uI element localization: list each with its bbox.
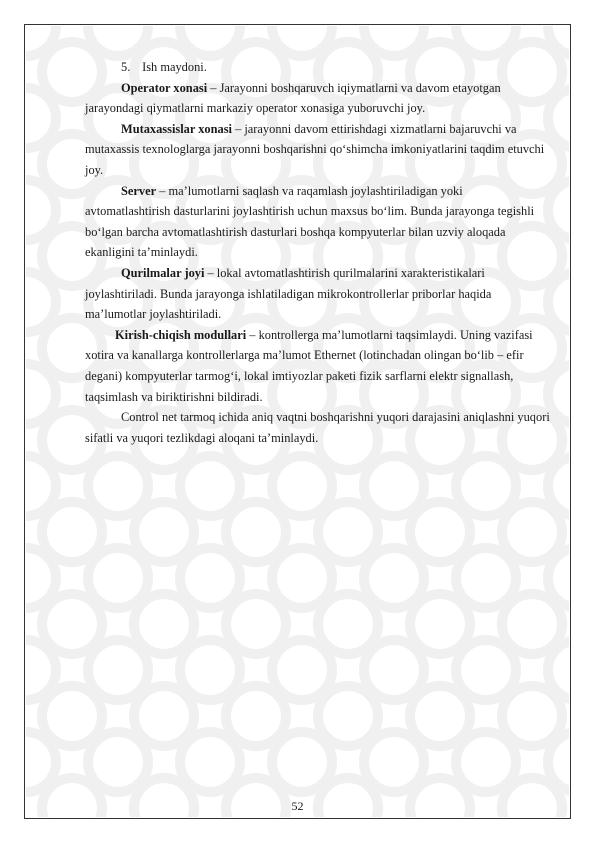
term-qurilmalar-joyi: Qurilmalar joyi	[121, 265, 205, 280]
definition-mutaxassislar-xonasi: – jarayonni davom ettirishdagi xizmatlarni bajaruvchi va mutaxassis texnologlarga jarayonni boshqarishni qo‘shimcha imkoniyatlarini taqdim etuvchi joy.	[85, 121, 545, 177]
definition-server: – ma’lumotlarni saqlash va raqamlash joylashtiriladigan yoki avtomatlashtirish dasturlarini joylashtirish uchun maxsus bo‘lim. Bunda jarayonga tegishli bo‘lgan barcha avtomatlashtirish dasturlari boshqa kompyuterlar bilan uzviy aloqada ekanligini ta’minlaydi.	[85, 183, 535, 260]
paragraph-kirish-chiqish-modullari	[85, 325, 551, 407]
paragraph-operator-xonasi	[85, 78, 551, 119]
term-kirish-chiqish-modullari: Kirish-chiqish modullari	[115, 327, 247, 342]
term-server: Server	[121, 183, 157, 198]
page-number: 52	[291, 799, 304, 813]
document-body	[85, 57, 551, 448]
paragraph-qurilmalar-joyi	[85, 263, 551, 325]
list-item	[85, 57, 551, 78]
definition-qurilmalar-joyi: – lokal avtomatlashtirish qurilmalarini xarakteristikalari joylashtiriladi. Bunda jarayonga ishlatiladigan mikrokontrollerlar priborlar haqida ma’lumotlar joylashtiriladi.	[85, 265, 492, 322]
term-operator-xonasi: Operator xonasi	[121, 80, 208, 95]
list-item-text: Ish maydoni.	[142, 60, 207, 74]
definition-operator-xonasi: – Jarayonni boshqaruvch iqiymatlarni va davom etayotgan jarayondagi qiymatlarni markaziy operator xonasiga yuboruvchi joy.	[85, 80, 501, 116]
definition-kirish-chiqish-modullari: – kontrollerga ma’lumotlarni taqsimlaydi. Uning vazifasi xotira va kanallarga kontrollerlarga ma’lumot Ethernet (lotinchadan olingan bo‘lib – efir degani) kompyuterlar tarmog‘i, lokal imtiyozlar paketi fizik sarflarni elektr signallash, taqsimlash va biriktirishni bildiradi.	[85, 327, 533, 404]
paragraph-server	[85, 181, 551, 263]
term-mutaxassislar-xonasi: Mutaxassislar xonasi	[121, 121, 232, 136]
paragraph-control-net	[85, 407, 551, 448]
list-item-number: 5.	[121, 60, 131, 74]
paragraph-control-net-text: Control net tarmoq ichida aniq vaqtni boshqarishni yuqori darajasini aniqlashni yuqori sifatli va yuqori tezlikdagi aloqani ta’minlaydi.	[85, 410, 550, 445]
paragraph-mutaxassislar-xonasi	[85, 119, 551, 181]
